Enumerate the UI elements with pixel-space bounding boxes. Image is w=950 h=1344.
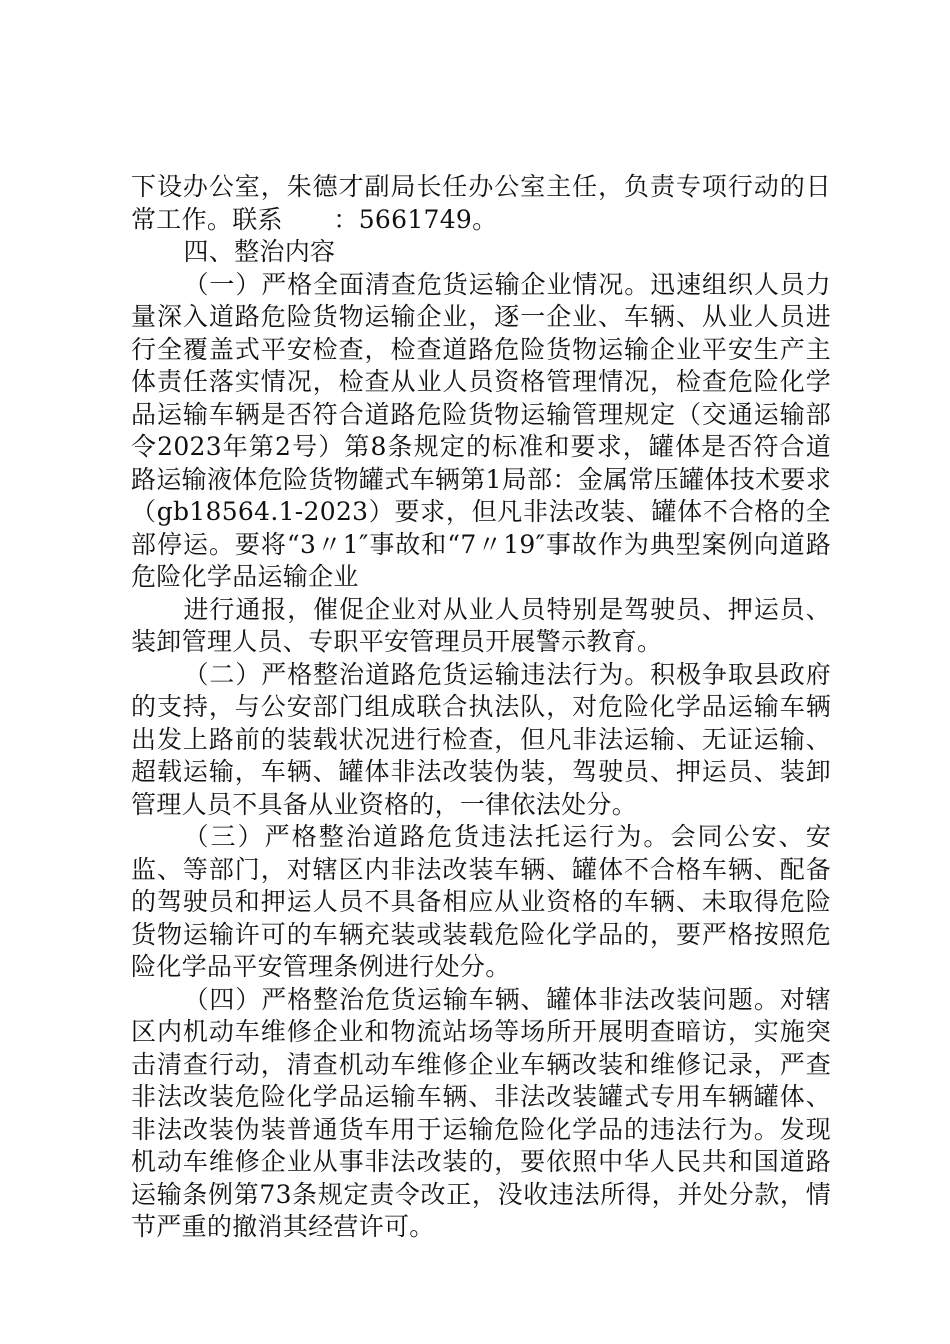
paragraph-item-1: （一）严格全面清查危货运输企业情况。迅速组织人员力量深入道路危险货物运输企业，逐一企业、车辆、从业人员进行全覆盖式平安检查，检查道路危险货物运输企业平安生产主体责任落实情况，检查从业人员资格管理情况，检查危险化学品运输车辆是否符合道路危险货物运输管理规定（交通运输部令2023年第2号）第8条规定的标准和要求，罐体是否符合道路运输液体危险货物罐式车辆第1局部：金属常压罐体技术要求（gb18564.1-2023）要求，但凡非法改装、罐体不合格的全部停运。要将“3〃1″事故和“7〃19″事故作为典型案例向道路危险化学品运输企业 bbox=[131, 269, 831, 591]
paragraph-office-contact: 下设办公室，朱德才副局长任办公室主任，负责专项行动的日常工作。联系 ：5661749。 bbox=[131, 172, 831, 234]
paragraph-item-2: （二）严格整治道路危货运输违法行为。积极争取县政府的支持，与公安部门组成联合执法队，对危险化学品运输车辆出发上路前的装载状况进行检查，但凡非法运输、无证运输、超载运输，车辆、罐体非法改装伪装，驾驶员、押运员、装卸管理人员不具备从业资格的，一律依法处分。 bbox=[131, 659, 831, 819]
paragraph-item-3: （三）严格整治道路危货违法托运行为。会同公安、安监、等部门，对辖区内非法改装车辆、罐体不合格车辆、配备的驾驶员和押运人员不具备相应从业资格的车辆、未取得危险货物运输许可的车辆充装或装载危险化学品的，要严格按照危险化学品平安管理条例进行处分。 bbox=[131, 822, 831, 981]
document-body bbox=[131, 171, 831, 1244]
paragraph-item-4: （四）严格整治危货运输车辆、罐体非法改装问题。对辖区内机动车维修企业和物流站场等场所开展明查暗访，实施突击清查行动，清查机动车维修企业车辆改装和维修记录，严查非法改装危险化学品运输车辆、非法改装罐式专用车辆罐体、非法改装伪装普通货车用于运输危险化学品的违法行为。发现机动车维修企业从事非法改装的，要依照中华人民共和国道路运输条例第73条规定责令改正，没收违法所得，并处分款，情节严重的撤消其经营许可。 bbox=[131, 984, 831, 1241]
section-heading-rectification-content: 四、整治内容 bbox=[183, 237, 336, 266]
paragraph-item-1-continued: 进行通报，催促企业对从业人员特别是驾驶员、押运员、装卸管理人员、专职平安管理员开展警示教育。 bbox=[131, 594, 831, 656]
